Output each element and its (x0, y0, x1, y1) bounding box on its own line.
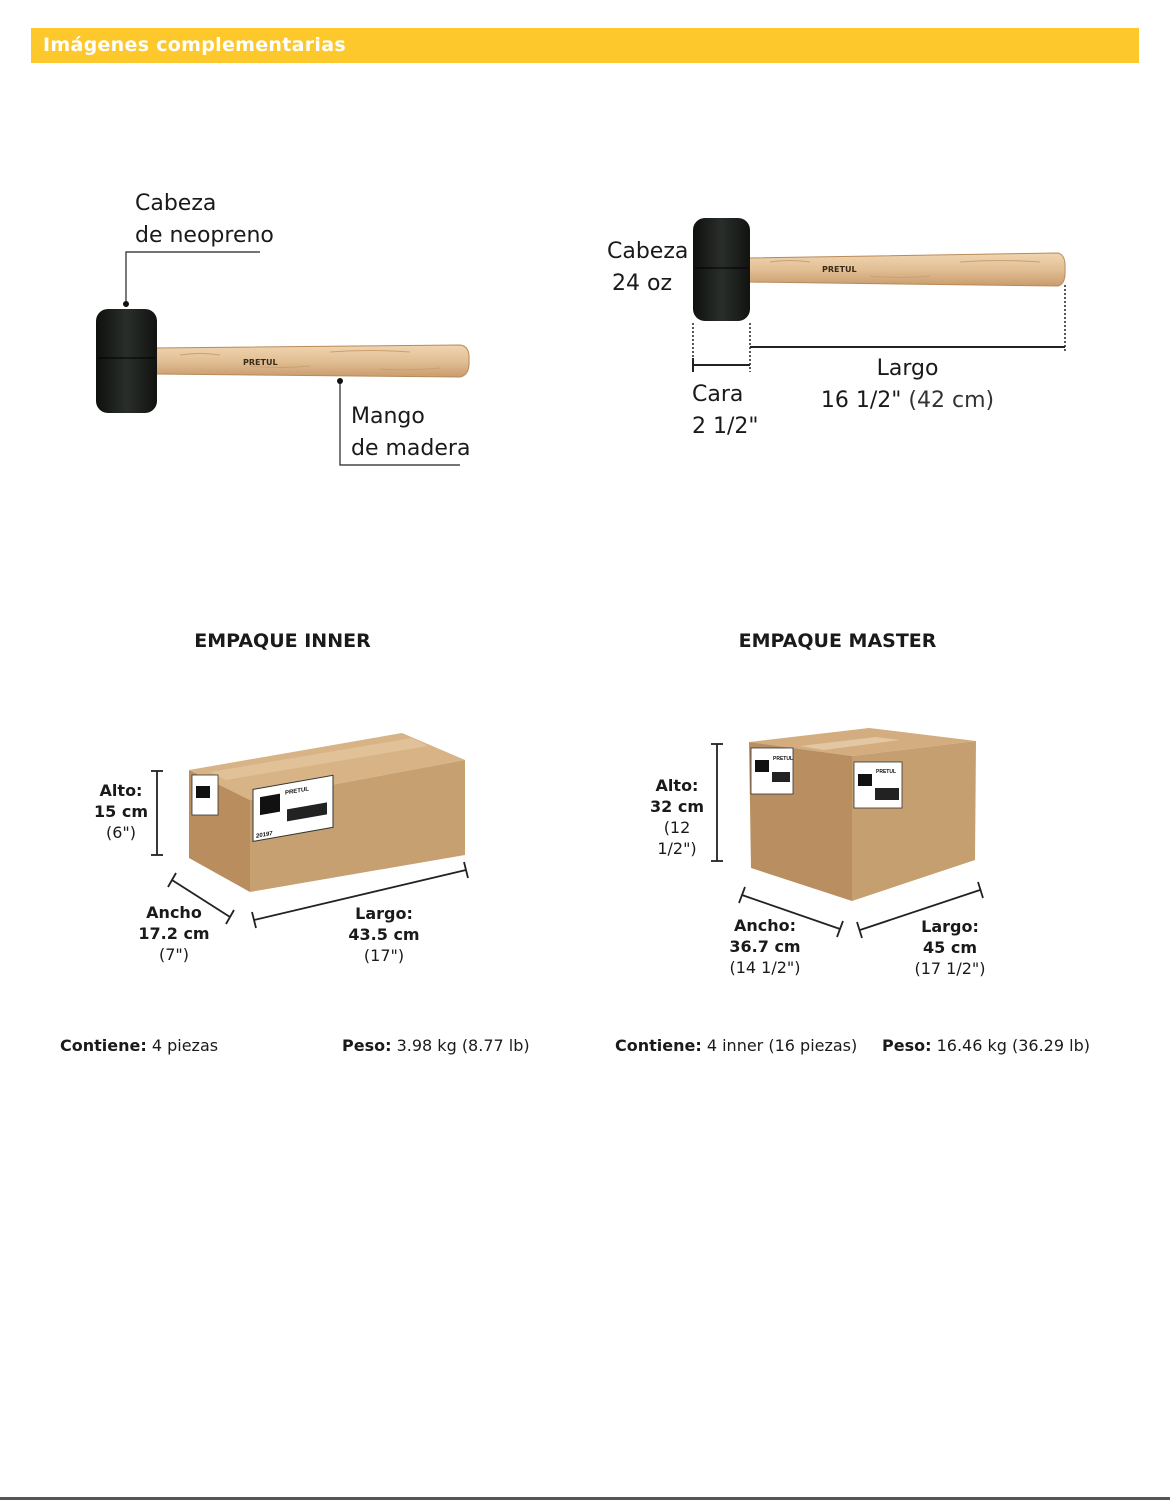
hammer-1-head-label: Cabeza de neopreno (135, 191, 274, 248)
hammer-2-head-label: Cabeza 24 oz (607, 239, 689, 296)
inner-alto-label: Alto: 15 cm (6") (94, 781, 148, 842)
hammer-1-image (96, 309, 469, 413)
hammer-2-face-label: Cara 2 1/2" (692, 382, 759, 439)
inner-title: EMPAQUE INNER (194, 630, 371, 652)
inner-ancho-label: Ancho 17.2 cm (7") (138, 903, 210, 964)
master-largo-label: Largo: 45 cm (17 1/2") (914, 917, 986, 978)
master-alto-label: Alto: 32 cm (12 1/2") (650, 776, 704, 858)
hammer-1-brand: PRETUL (243, 358, 278, 367)
section-title: Imágenes complementarias (43, 34, 346, 56)
inner-box-code: 20197 (256, 830, 273, 840)
inner-peso: Peso: 3.98 kg (8.77 lb) (342, 1036, 530, 1055)
master-box-brand-1: PRETUL (773, 756, 793, 762)
inner-box-brand: PRETUL (285, 786, 309, 797)
master-peso: Peso: 16.46 kg (36.29 lb) (882, 1036, 1090, 1055)
master-contiene: Contiene: 4 inner (16 piezas) (615, 1036, 858, 1055)
hammer-2-brand: PRETUL (822, 265, 857, 274)
hammer-1-handle-label: Mango de madera (351, 404, 471, 461)
master-box-brand-2: PRETUL (876, 769, 896, 775)
inner-box-image (189, 733, 465, 892)
hammer-2-image (693, 218, 1065, 321)
inner-largo-label: Largo: 43.5 cm (17") (348, 904, 420, 965)
inner-contiene: Contiene: 4 piezas (60, 1036, 219, 1055)
master-ancho-label: Ancho: 36.7 cm (14 1/2") (729, 916, 801, 977)
hammer-2-length-label: Largo 16 1/2" (42 cm) (820, 356, 995, 413)
master-title: EMPAQUE MASTER (738, 630, 937, 652)
master-box-image (749, 728, 976, 901)
